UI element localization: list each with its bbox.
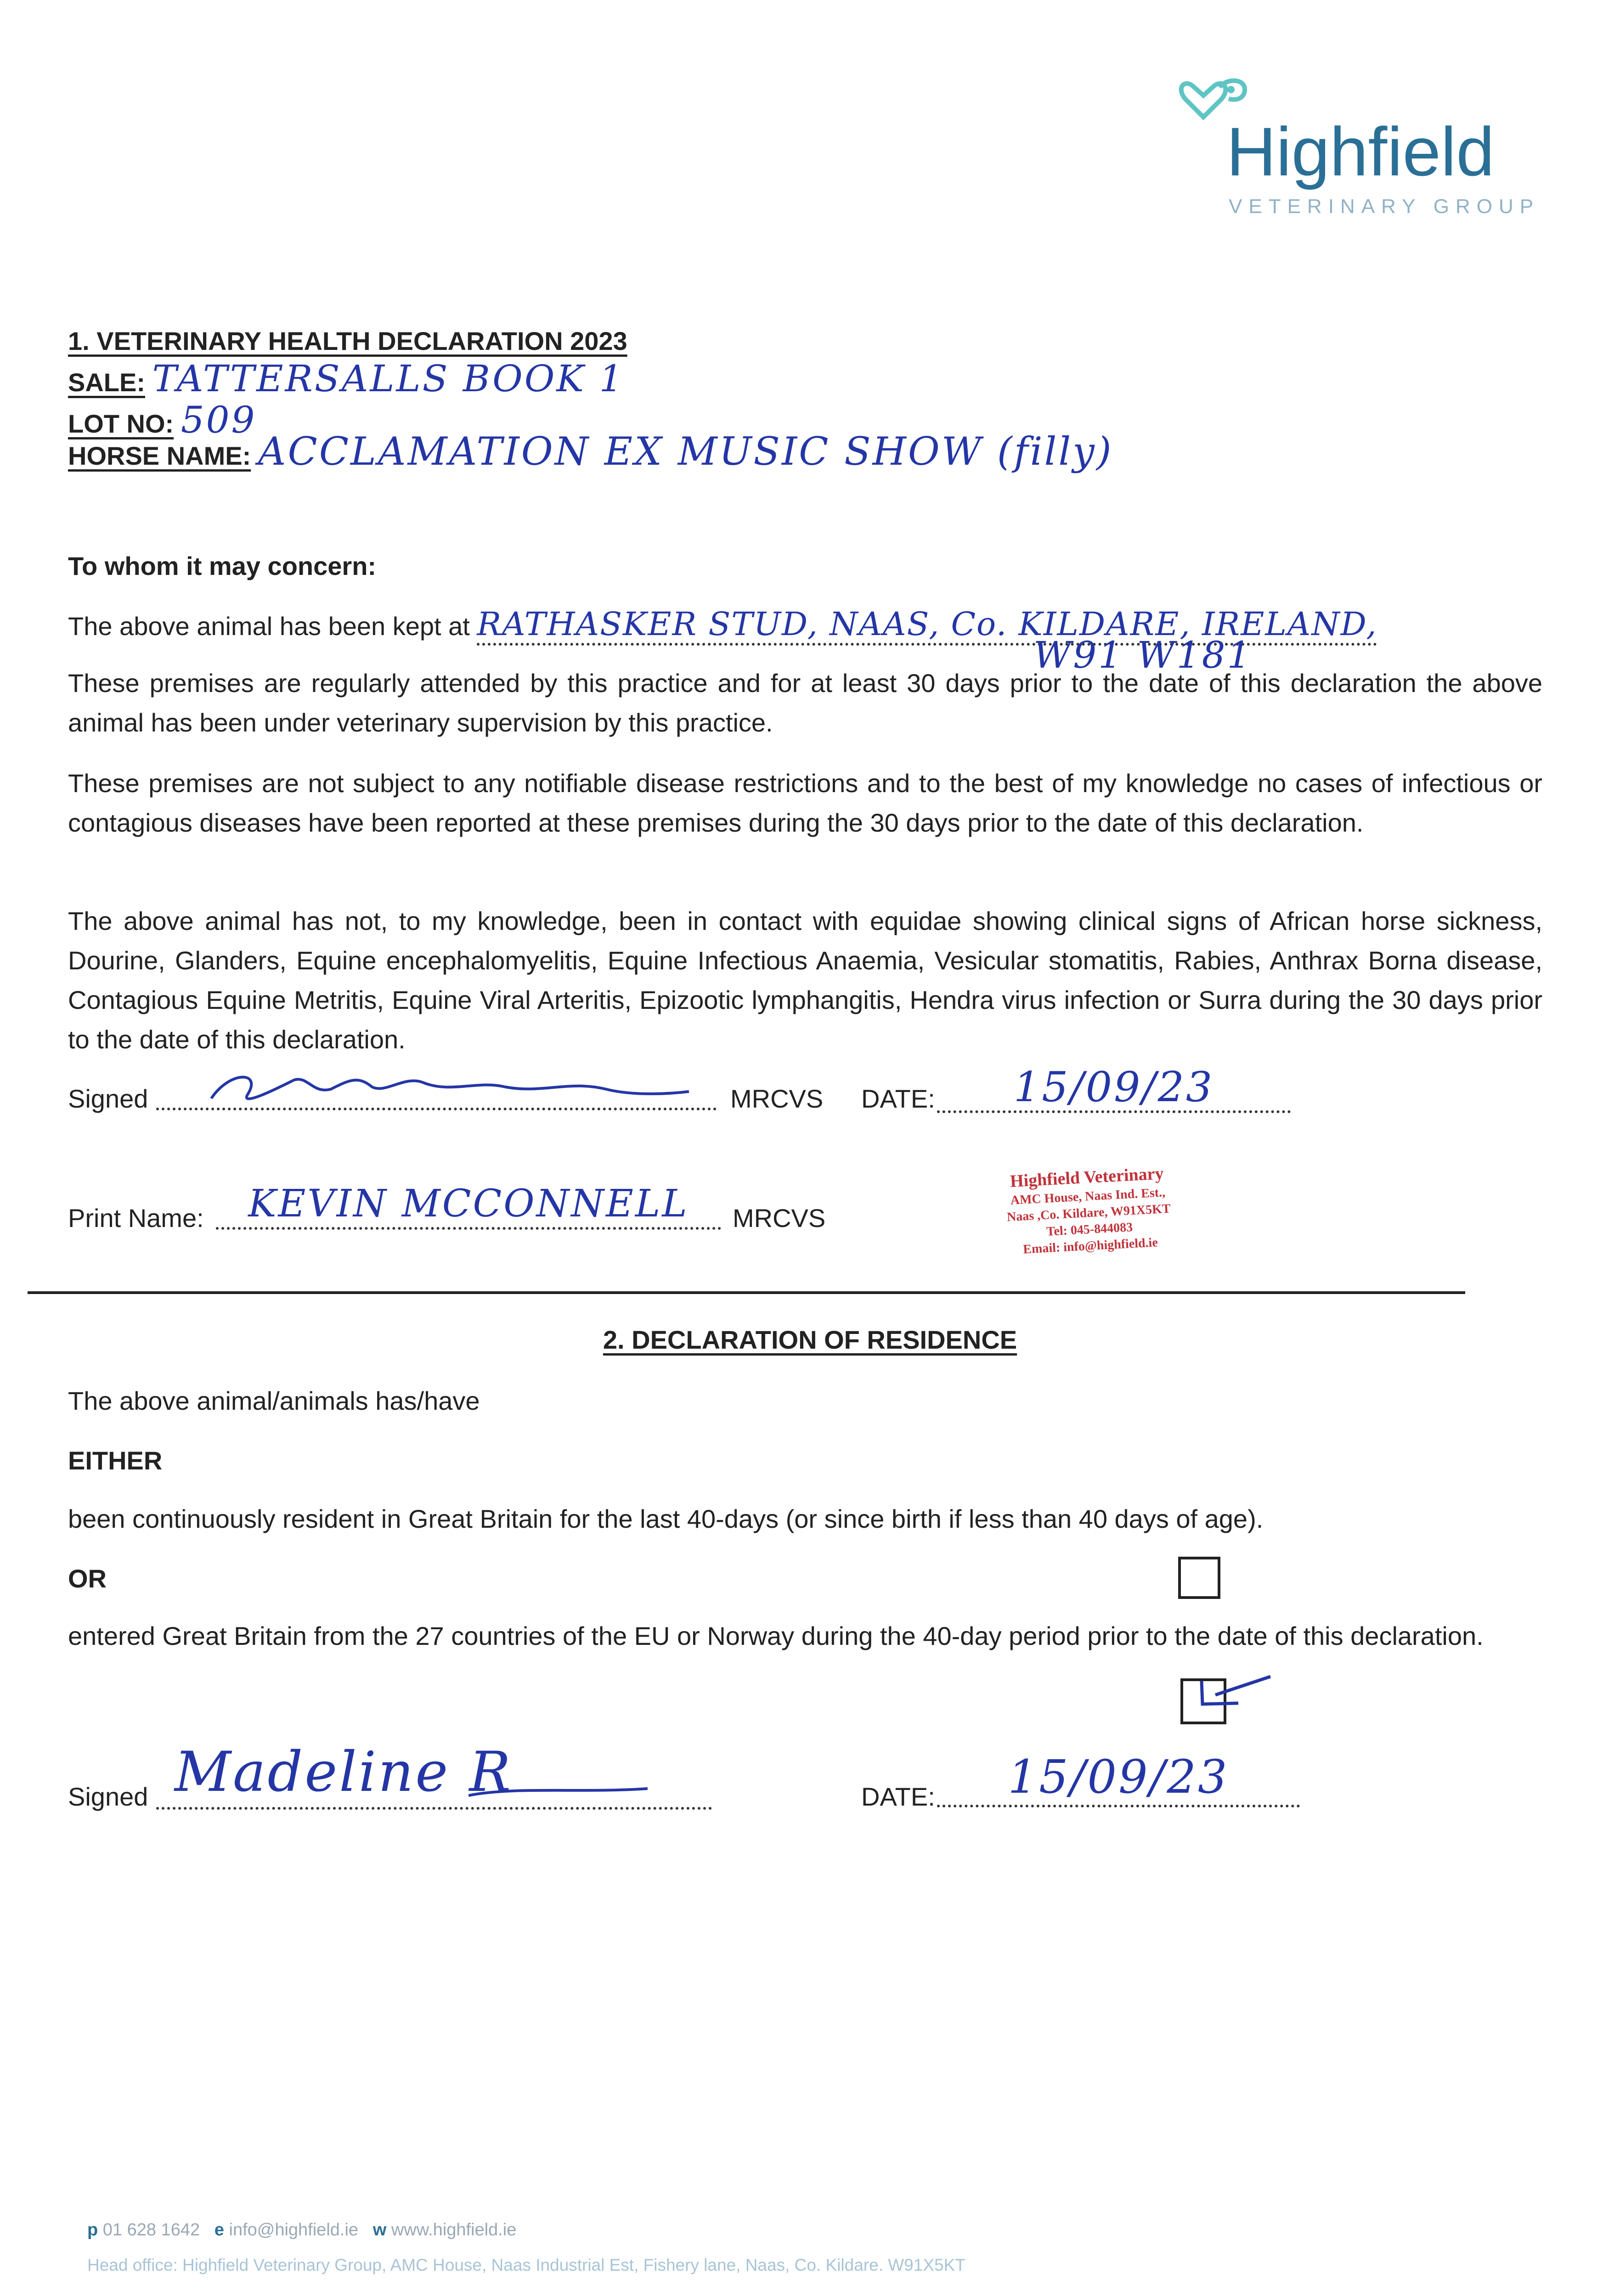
date-label-2: DATE: — [861, 1782, 935, 1811]
footer-w-label: w — [373, 2220, 387, 2240]
footer-e-label: e — [214, 2220, 224, 2240]
signed-label-2: Signed — [68, 1782, 148, 1811]
date-value-1: 15/09/23 — [937, 1064, 1291, 1113]
kept-at-label: The above animal has been kept at — [68, 612, 470, 641]
horse-label: HORSE NAME: — [68, 441, 251, 470]
section1-title: 1. VETERINARY HEALTH DECLARATION 2023 — [68, 326, 627, 355]
residence-intro: The above animal/animals has/have — [68, 1386, 480, 1415]
sale-label: SALE: — [68, 368, 145, 397]
footer-phone: 01 628 1642 — [102, 2220, 200, 2240]
footer-contact — [87, 2220, 516, 2240]
option-2-text: entered Great Britain from the 27 countries of the EU or Norway during the 40-day period prior to the date of this declaration. — [68, 1621, 1484, 1650]
owner-signature-underline — [469, 1782, 652, 1800]
footer-p-label: p — [87, 2220, 98, 2240]
concern-heading: To whom it may concern: — [68, 551, 377, 580]
footer-head-office: Head office: Highfield Veterinary Group, AMC House, Naas Industrial Est, Fishery lane, Naas, Co. Kildare. W91X5KT — [87, 2256, 965, 2274]
vet-signature — [193, 1062, 698, 1112]
date-value-2: 15/09/23 — [937, 1750, 1300, 1807]
logo-subtitle: VETERINARY GROUP — [1229, 195, 1540, 218]
stamp-line-5: Email: info@highfield.ie — [1022, 1235, 1158, 1257]
footer-email[interactable]: info@highfield.ie — [229, 2220, 359, 2240]
vet-signature-line — [156, 1103, 717, 1110]
option-1-text: been continuously resident in Great Britain for the last 40-days (or since birth if less than 40 days of age). — [68, 1504, 1264, 1533]
practice-stamp — [971, 1160, 1205, 1261]
owner-signature: Madeline R — [175, 1740, 513, 1804]
checkmark-icon — [1188, 1663, 1275, 1722]
signed-label-1: Signed — [68, 1084, 148, 1113]
option-1-checkbox[interactable] — [1178, 1557, 1220, 1599]
stamp-line-1: Highfield Veterinary — [1010, 1164, 1164, 1191]
logo-name: Highfield — [1226, 113, 1495, 190]
or-label: OR — [68, 1564, 107, 1593]
lot-value: 509 — [181, 399, 257, 441]
section2-title: 2. DECLARATION OF RESIDENCE — [603, 1325, 1017, 1354]
kept-at-value: RATHASKER STUD, NAAS, Co. KILDARE, IRELAND, — [477, 605, 1377, 646]
stamp-line-2: AMC House, Naas Ind. Est., — [1010, 1185, 1166, 1208]
stamp-line-4: Tel: 045-844083 — [1046, 1220, 1133, 1239]
eircode-value: W91 W181 — [1033, 634, 1253, 676]
print-name-label: Print Name: — [68, 1204, 204, 1232]
mrcvs-label-2: MRCVS — [733, 1204, 826, 1232]
paragraph-1: These premises are regularly attended by this practice and for at least 30 days prior to the date of this declaration the above animal has been under veterinary supervision by this practice. — [68, 669, 1542, 737]
sale-value: TATTERSALLS BOOK 1 — [152, 357, 625, 400]
stamp-line-3: Naas ,Co. Kildare, W91X5KT — [1006, 1201, 1171, 1225]
footer-web[interactable]: www.highfield.ie — [391, 2220, 517, 2240]
logo — [1176, 73, 1543, 225]
paragraph-2: These premises are not subject to any notifiable disease restrictions and to the best of my knowledge no cases of infectious or contagious diseases have been reported at these premises during the 30 days prior to the date of this declaration. — [68, 769, 1542, 837]
either-label: EITHER — [68, 1446, 163, 1475]
print-name-value: KEVIN MCCONNELL — [216, 1181, 721, 1230]
lot-label: LOT NO: — [68, 409, 174, 438]
sale-row — [68, 359, 624, 402]
mrcvs-label-1: MRCVS — [730, 1084, 824, 1113]
section-divider — [28, 1291, 1465, 1294]
paragraph-3: The above animal has not, to my knowledge, been in contact with equidae showing clinical signs of African horse sickness, Dourine, Glanders, Equine encephalomyelitis, Equine Infectious Anaemia, Vesicular stomatitis, Rabies, Anthrax Borna disease, Contagious Equine Metritis, Equine Viral Arteritis, Epizootic lymphangitis, Hendra virus infection or Surra during the 30 days prior to the date of this declaration. — [68, 906, 1542, 1054]
option-2-checkbox[interactable] — [1180, 1678, 1226, 1724]
horse-value: ACCLAMATION EX MUSIC SHOW (filly) — [258, 429, 1113, 474]
horse-row — [68, 429, 1113, 476]
date-label-1: DATE: — [861, 1084, 935, 1113]
